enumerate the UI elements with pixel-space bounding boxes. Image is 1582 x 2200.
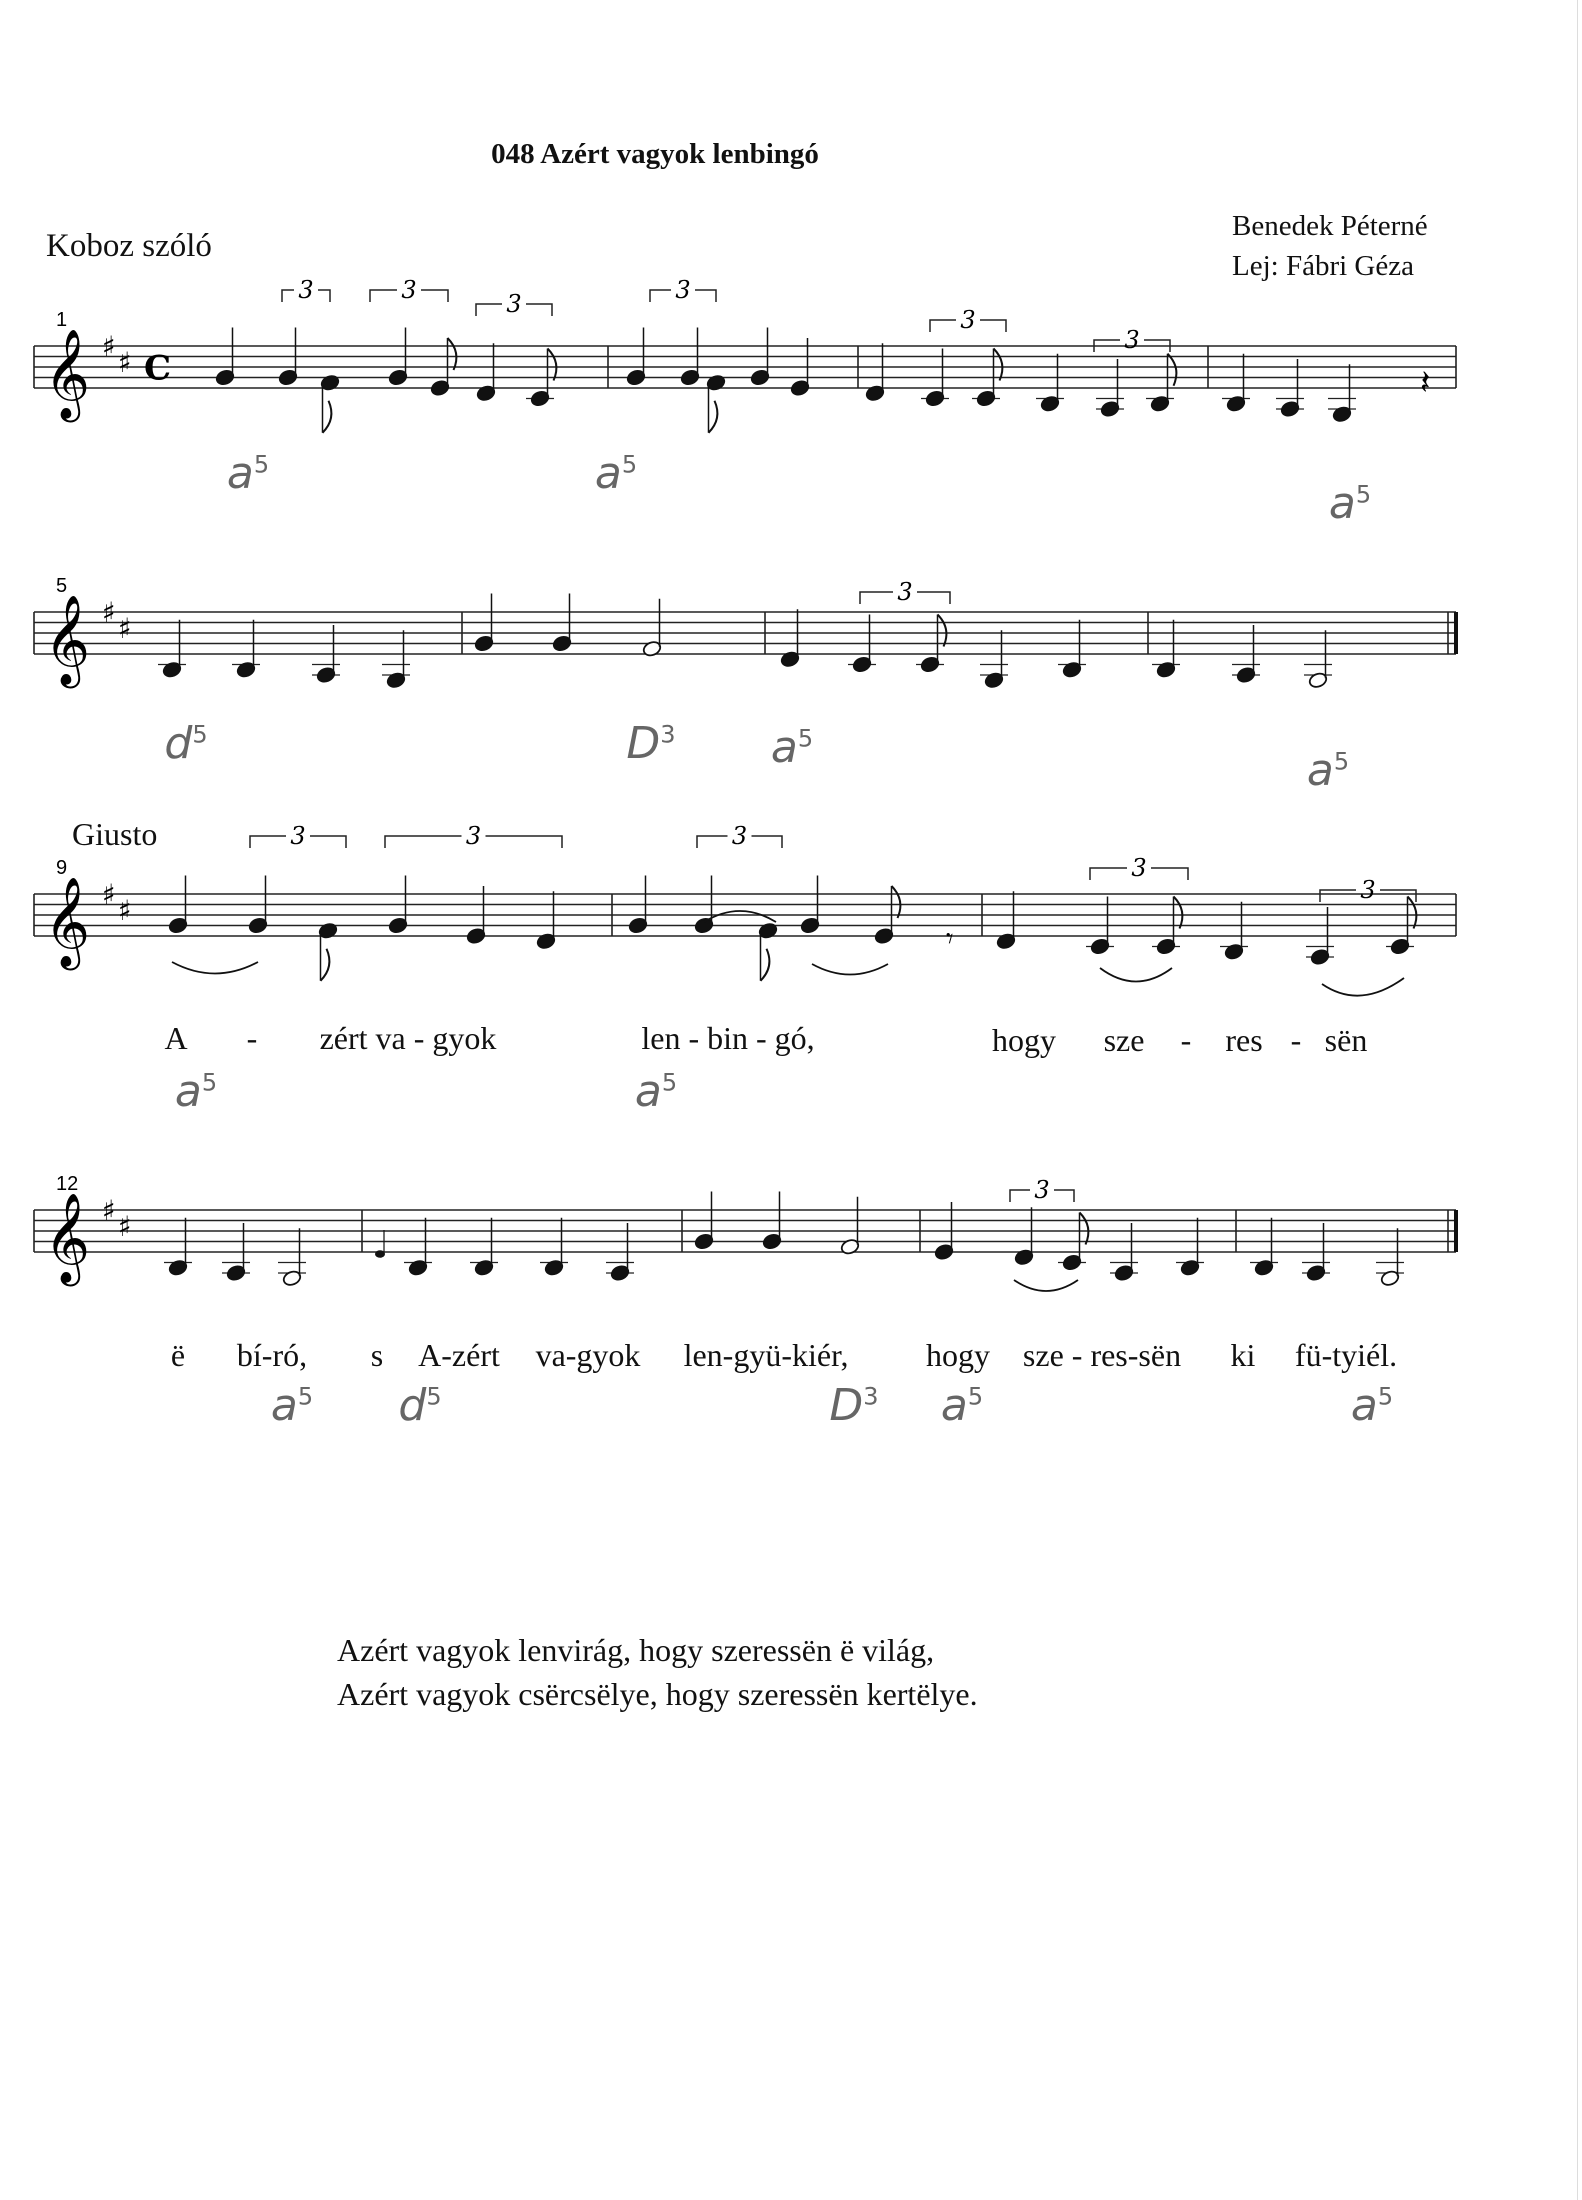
chord-symbol: $a^5$ [1306, 745, 1350, 796]
lyric-syllable: va-gyok [535, 1337, 641, 1373]
slur [704, 911, 776, 922]
tuplet-number: 3 [1034, 1176, 1050, 1204]
lyric-syllable: - [1290, 1022, 1302, 1058]
chord-symbol: $D^3$ [829, 1380, 879, 1431]
lyric-syllable: hogy [926, 1337, 990, 1373]
chord-symbol: $D^3$ [626, 718, 676, 769]
tuplet-number: 3 [298, 276, 314, 304]
tuplet-number: 3 [290, 822, 306, 850]
treble-clef: 𝄞 [44, 1193, 91, 1283]
note-flag [892, 886, 901, 918]
slur [172, 962, 258, 974]
tuplet-number: 3 [675, 276, 691, 304]
verse-line: Azért vagyok lenvirág, hogy szeressën ë világ, [337, 1632, 935, 1668]
sharp-f: ♯ [102, 1194, 116, 1227]
staff-system-4 [34, 1173, 1456, 1287]
sharp-f: ♯ [102, 330, 116, 363]
tuplet-number: 3 [1124, 326, 1140, 354]
note-flag [938, 615, 947, 647]
treble-clef: 𝄞 [44, 329, 91, 419]
lyric-syllable: fü-tyiél. [1294, 1337, 1398, 1373]
measure-number: 12 [56, 1173, 79, 1195]
note-flag [448, 338, 457, 370]
chord-symbol: $a^5$ [770, 722, 814, 773]
sharp-c: ♯ [118, 1210, 132, 1243]
measure-number: 1 [56, 309, 68, 331]
chord-symbol: $a^5$ [634, 1066, 678, 1117]
note-flag [1168, 354, 1177, 386]
note-flag [709, 401, 718, 433]
slur [1322, 978, 1404, 996]
tuplet-number: 3 [465, 822, 482, 850]
measure-number: 5 [56, 575, 68, 597]
chord-symbol: $a^5$ [594, 448, 638, 499]
chord-symbol: $a^5$ [270, 1380, 314, 1431]
lyric-syllable: len-gyü-kiér, [683, 1337, 849, 1373]
lyric-syllable: s [370, 1337, 384, 1373]
lyric-syllable: sën [1324, 1022, 1368, 1058]
lyric-syllable: hogy [992, 1022, 1056, 1058]
sharp-f: ♯ [102, 878, 116, 911]
staff-system-3 [34, 822, 1456, 981]
chord-symbol: $a^5$ [174, 1066, 218, 1117]
chord-symbol: $a^5$ [940, 1380, 984, 1431]
measure-number: 9 [56, 857, 68, 879]
lyric-syllable: bí-ró, [236, 1337, 308, 1373]
credit-lyricist: Benedek Péterné [1232, 210, 1428, 242]
lyric-syllable: sze - res-sën [1022, 1337, 1182, 1373]
lyric-syllable: ë [170, 1337, 186, 1373]
chord-symbol: $d^5$ [398, 1380, 442, 1431]
lyric-syllable: sze [1103, 1022, 1145, 1058]
chord-symbol: $a^5$ [1350, 1380, 1394, 1431]
tuplet-number: 3 [897, 578, 913, 606]
sharp-c: ♯ [118, 346, 132, 379]
note-flag [323, 401, 332, 433]
song-title: 048 Azért vagyok lenbingó [491, 138, 819, 170]
lyric-syllable: A [164, 1020, 188, 1056]
chord-symbol: $d^5$ [164, 718, 208, 769]
verse-line: Azért vagyok csërcsëlye, hogy szeressën kertëlye. [337, 1676, 978, 1712]
note-flag [1080, 1213, 1089, 1245]
note-flag [321, 949, 330, 981]
time-signature: C [144, 348, 172, 389]
tuplet-number: 3 [960, 306, 976, 334]
lyric-syllable: ki [1230, 1337, 1256, 1373]
credit-arranger: Lej: Fábri Géza [1232, 250, 1414, 282]
tuplet-number: 3 [401, 276, 417, 304]
note-flag [1174, 897, 1183, 929]
additional-verses [337, 1628, 978, 1716]
tuplet-number: 3 [1131, 854, 1147, 882]
staff-system-1 [34, 276, 1456, 433]
note-flag [1408, 897, 1417, 929]
note-flag [548, 349, 557, 381]
treble-clef: 𝄞 [44, 595, 91, 685]
tuplet-number: 3 [731, 822, 748, 850]
instrument-label: Koboz szóló [46, 228, 212, 264]
quarter-rest: 𝄽 [1420, 363, 1431, 403]
slur [812, 964, 888, 975]
page-edge [1577, 0, 1578, 2200]
slur [1100, 968, 1172, 982]
lyric-syllable: len - bin - gó, [641, 1020, 815, 1056]
tuplet-number: 3 [1360, 876, 1376, 904]
tuplet-number: 3 [506, 290, 522, 318]
sharp-c: ♯ [118, 612, 132, 645]
sharp-f: ♯ [102, 596, 116, 629]
note-flag [994, 349, 1003, 381]
lyric-syllable: A-zért [418, 1337, 500, 1373]
chord-symbol: $a^5$ [226, 448, 270, 499]
lyric-syllable: - [246, 1020, 258, 1056]
sharp-c: ♯ [118, 894, 132, 927]
staff-system-2 [34, 575, 1456, 689]
note-flag [761, 949, 770, 981]
chord-symbol: $a^5$ [1328, 478, 1372, 529]
lyric-syllable: res [1225, 1022, 1263, 1058]
treble-clef: 𝄞 [44, 877, 91, 967]
eighth-rest: 𝄾 [946, 922, 954, 955]
slur [1014, 1280, 1078, 1291]
lyric-syllable: - [1180, 1022, 1192, 1058]
tempo-marking: Giusto [72, 816, 158, 852]
lyric-syllable: zért va - gyok [319, 1020, 497, 1056]
